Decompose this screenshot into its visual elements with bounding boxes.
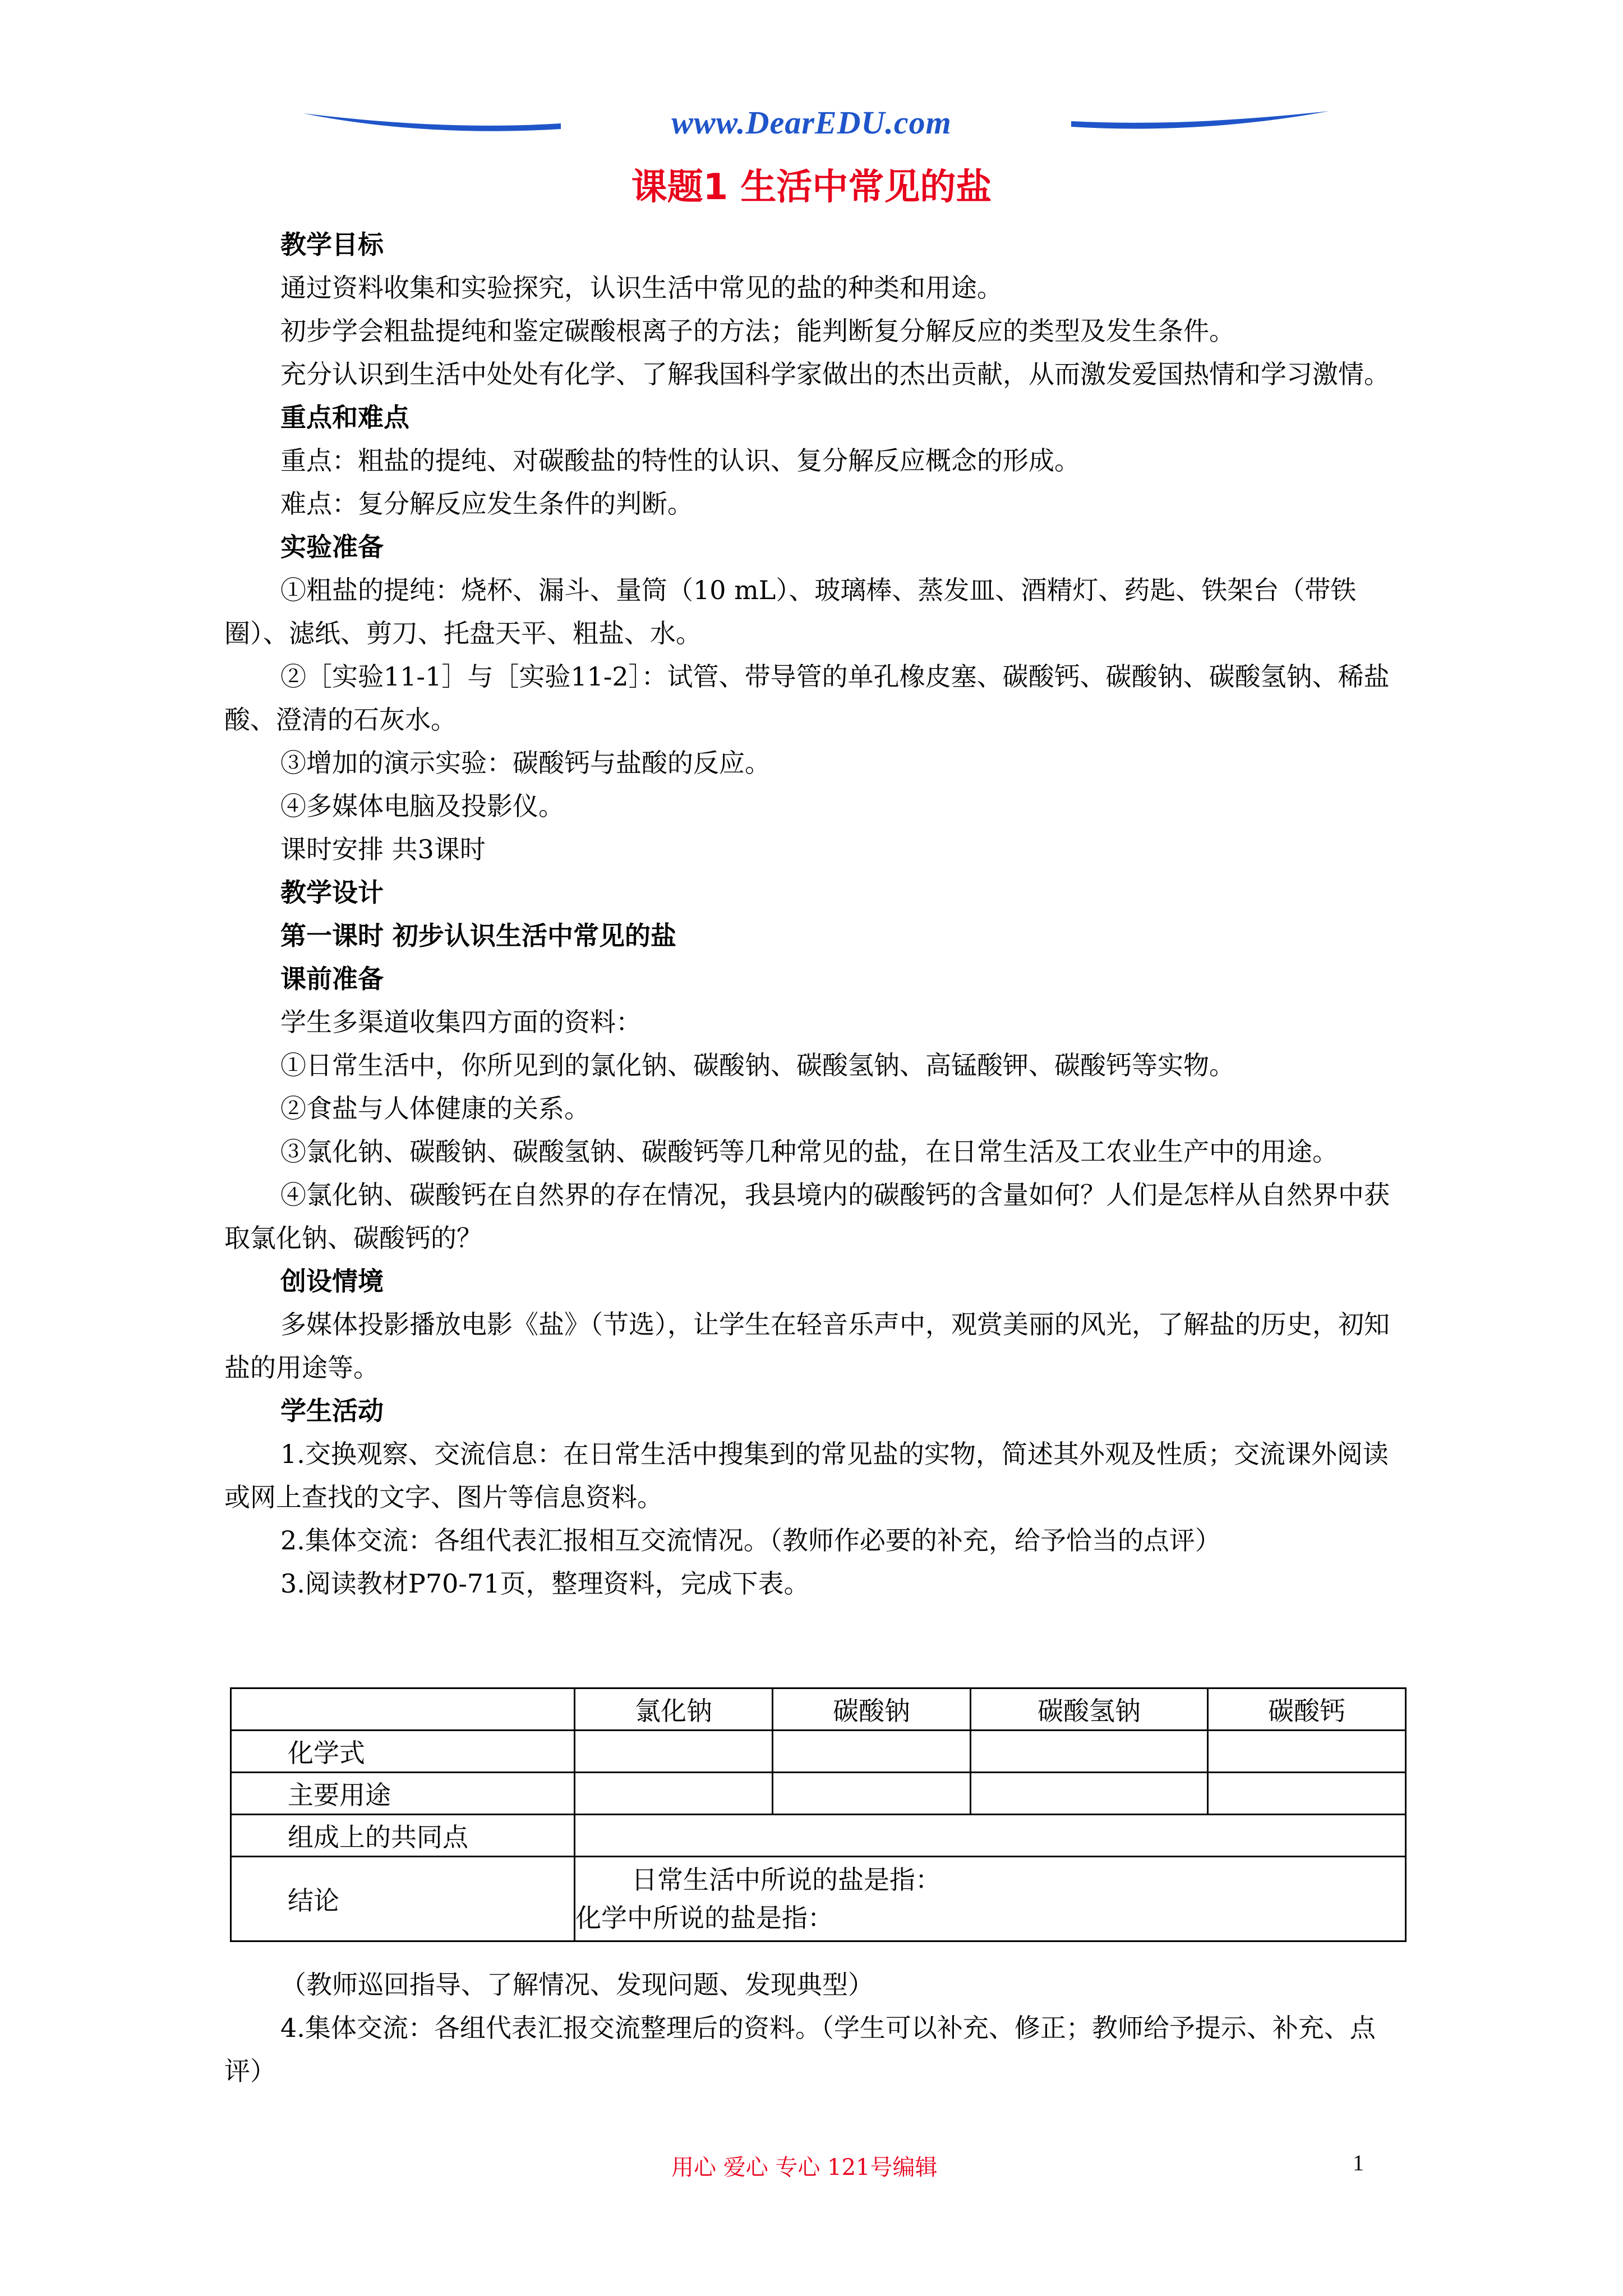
section-heading: 重点和难点 bbox=[280, 402, 409, 432]
table-cell bbox=[773, 1773, 971, 1815]
paragraph: 4.集体交流：各组代表汇报交流整理后的资料。（学生可以补充、修正；教师给予提示、补充、点评） bbox=[224, 2013, 1376, 2086]
table-cell bbox=[575, 1815, 1406, 1857]
table-cell bbox=[971, 1773, 1208, 1815]
after-table-text bbox=[224, 1963, 1408, 2093]
table-row bbox=[231, 1731, 1406, 1773]
section-heading: 第一课时 初步认识生活中常见的盐 bbox=[280, 921, 677, 951]
section-heading: 学生活动 bbox=[280, 1396, 384, 1426]
paragraph: 3.阅读教材P70-71页，整理资料，完成下表。 bbox=[280, 1568, 810, 1599]
table-cell bbox=[1208, 1773, 1406, 1815]
table-cell bbox=[575, 1731, 773, 1773]
table-row-label: 结论 bbox=[231, 1857, 575, 1941]
table-cell bbox=[971, 1731, 1208, 1773]
section-heading: 实验准备 bbox=[280, 532, 384, 562]
table-cell bbox=[773, 1731, 971, 1773]
paragraph: 通过资料收集和实验探究，认识生活中常见的盐的种类和用途。 bbox=[280, 273, 1003, 303]
table-row bbox=[231, 1815, 1406, 1857]
section-heading: 教学目标 bbox=[280, 229, 384, 260]
paragraph: 课时安排 共3课时 bbox=[280, 834, 486, 864]
paragraph: 初步学会粗盐提纯和鉴定碳酸根离子的方法；能判断复分解反应的类型及发生条件。 bbox=[280, 316, 1235, 346]
paragraph: 学生多渠道收集四方面的资料： bbox=[280, 1007, 642, 1037]
paragraph: 2.集体交流：各组代表汇报相互交流情况。（教师作必要的补充，给予恰当的点评） bbox=[280, 1525, 1221, 1556]
section-heading: 创设情境 bbox=[280, 1266, 384, 1296]
paragraph: ①粗盐的提纯：烧杯、漏斗、量筒（10 mL）、玻璃棒、蒸发皿、酒精灯、药匙、铁架台（带铁圈）、滤纸、剪刀、托盘天平、粗盐、水。 bbox=[224, 575, 1357, 648]
table-header-cell: 碳酸氢钠 bbox=[971, 1688, 1208, 1731]
page-footer: 用心 爱心 专心 121号编辑 bbox=[671, 2155, 938, 2180]
table-row-label: 主要用途 bbox=[231, 1773, 575, 1815]
table-header-cell: 碳酸钙 bbox=[1208, 1688, 1406, 1731]
table-cell bbox=[1208, 1731, 1406, 1773]
paragraph: ②食盐与人体健康的关系。 bbox=[280, 1093, 590, 1124]
table-header-cell: 碳酸钠 bbox=[773, 1688, 971, 1731]
table-header-row bbox=[231, 1688, 1406, 1731]
paragraph: （教师巡回指导、了解情况、发现问题、发现典型） bbox=[280, 1970, 874, 2000]
table-row-label: 化学式 bbox=[231, 1731, 575, 1773]
section-heading: 教学设计 bbox=[280, 877, 384, 908]
paragraph: 难点：复分解反应发生条件的判断。 bbox=[280, 489, 693, 519]
paragraph: ④多媒体电脑及投影仪。 bbox=[280, 791, 564, 821]
table-row-label: 组成上的共同点 bbox=[231, 1815, 575, 1857]
paragraph: 1.交换观察、交流信息：在日常生活中搜集到的常见盐的实物，简述其外观及性质；交流课外阅读或网上查找的文字、图片等信息资料。 bbox=[224, 1439, 1389, 1512]
document-body bbox=[224, 223, 1408, 1605]
page-title: 课题1 生活中常见的盐 bbox=[631, 167, 992, 208]
table-row bbox=[231, 1773, 1406, 1815]
conclusion-cell bbox=[575, 1857, 1406, 1941]
paragraph: 多媒体投影播放电影《盐》（节选），让学生在轻音乐声中，观赏美丽的风光，了解盐的历史，初知盐的用途等。 bbox=[224, 1309, 1390, 1383]
table-header-cell: 氯化钠 bbox=[575, 1688, 773, 1731]
paragraph: ③氯化钠、碳酸钠、碳酸氢钠、碳酸钙等几种常见的盐，在日常生活及工农业生产中的用途。 bbox=[280, 1137, 1338, 1167]
paragraph: 重点：粗盐的提纯、对碳酸盐的特性的认识、复分解反应概念的形成。 bbox=[280, 445, 1080, 476]
paragraph: ③增加的演示实验：碳酸钙与盐酸的反应。 bbox=[280, 748, 771, 778]
page-number: 1 bbox=[1353, 2150, 1364, 2175]
paragraph: ①日常生活中，你所见到的氯化钠、碳酸钠、碳酸氢钠、高锰酸钾、碳酸钙等实物。 bbox=[280, 1050, 1235, 1080]
paragraph: 充分认识到生活中处处有化学、了解我国科学家做出的杰出贡献，从而激发爱国热情和学习激情。 bbox=[280, 359, 1390, 389]
site-url: www.DearEDU.com bbox=[671, 104, 952, 141]
salt-table bbox=[230, 1687, 1407, 1942]
table-cell bbox=[575, 1773, 773, 1815]
paragraph: ④氯化钠、碳酸钙在自然界的存在情况，我县境内的碳酸钙的含量如何？人们是怎样从自然界中获取氯化钠、碳酸钙的？ bbox=[224, 1180, 1390, 1253]
table-row bbox=[231, 1857, 1406, 1941]
conclusion-line: 化学中所说的盐是指： bbox=[575, 1903, 833, 1933]
table-header-cell bbox=[231, 1688, 575, 1731]
conclusion-line: 日常生活中所说的盐是指： bbox=[631, 1865, 941, 1895]
section-heading: 课前准备 bbox=[280, 964, 384, 994]
paragraph: ②［实验11-1］与［实验11-2］：试管、带导管的单孔橡皮塞、碳酸钙、碳酸钠、碳酸氢钠、稀盐酸、澄清的石灰水。 bbox=[224, 661, 1390, 735]
